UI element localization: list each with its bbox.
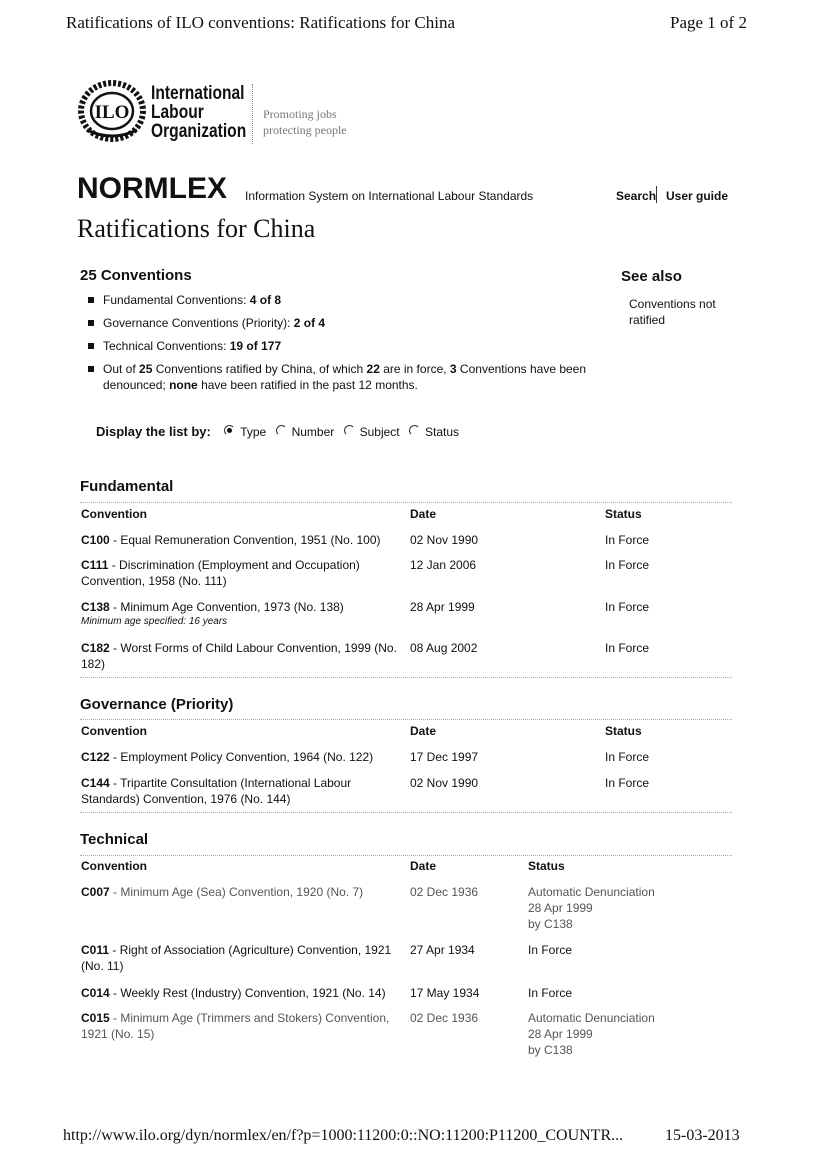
conventions-count: 25 Conventions <box>80 267 192 284</box>
radio-number[interactable] <box>276 425 335 439</box>
section-title-fundamental: Fundamental <box>80 478 174 495</box>
ratification-date: 17 Dec 1997 <box>410 750 479 764</box>
divider <box>80 719 732 720</box>
ratification-date: 17 May 1934 <box>410 986 480 1000</box>
status-by: by C138 <box>528 1043 573 1057</box>
summary-value: 19 of 177 <box>229 339 282 353</box>
tagline-line1: Promoting jobs <box>263 107 337 121</box>
ratification-date: 27 Apr 1934 <box>410 943 475 957</box>
column-header-date: Date <box>410 724 437 738</box>
table-row[interactable] <box>81 1010 401 1042</box>
convention-code: C182 <box>81 641 110 655</box>
user-guide-link[interactable]: User guide <box>666 189 729 203</box>
radio-icon <box>276 425 287 436</box>
convention-name: - Weekly Rest (Industry) Convention, 1921 (No. 14) <box>109 986 386 1000</box>
normlex-brand: NORMLEX <box>77 172 227 205</box>
display-label: Display the list by: <box>96 424 211 439</box>
convention-name: - Tripartite Consultation (International Labour Standards) Convention, 1976 (No. 144) <box>81 776 352 806</box>
convention-name: - Minimum Age (Sea) Convention, 1920 (No. 7) <box>109 885 364 899</box>
radio-label: Status <box>424 425 460 439</box>
text-number: 3 <box>449 362 457 376</box>
summary-label: Fundamental Conventions: <box>103 293 250 307</box>
text-number: none <box>169 378 198 392</box>
logo-line3: Organization <box>151 121 247 142</box>
summary-item-fundamental <box>80 292 620 308</box>
status-date: 28 Apr 1999 <box>528 1027 593 1041</box>
ratification-date: 02 Nov 1990 <box>410 533 479 547</box>
ratification-date: 02 Nov 1990 <box>410 776 479 790</box>
search-link[interactable]: Search <box>616 189 657 203</box>
text-part: Conventions have been denounced; <box>103 362 587 392</box>
table-row[interactable] <box>81 942 401 974</box>
column-header-convention: Convention <box>81 507 147 521</box>
radio-subject[interactable] <box>344 425 400 439</box>
text-part: Out of <box>103 362 140 376</box>
ratification-date: 02 Dec 1936 <box>410 885 479 899</box>
summary-item-governance <box>80 315 620 331</box>
convention-name: - Right of Association (Agriculture) Convention, 1921 (No. 11) <box>81 943 392 973</box>
convention-status: In Force <box>605 558 650 572</box>
text-part: Conventions ratified by China, of which <box>152 362 367 376</box>
column-header-convention: Convention <box>81 724 147 738</box>
convention-status: In Force <box>605 750 650 764</box>
column-header-convention: Convention <box>81 859 147 873</box>
divider <box>80 677 732 678</box>
text-part: have been ratified in the past 12 months. <box>197 378 418 392</box>
table-row[interactable] <box>81 749 401 765</box>
radio-label: Subject <box>359 425 400 439</box>
summary-list <box>80 292 620 400</box>
ratification-date: 08 Aug 2002 <box>410 641 478 655</box>
radio-selected-icon <box>224 425 235 436</box>
print-title: Ratifications of ILO conventions: Ratifications for China <box>66 13 456 32</box>
status-date: 28 Apr 1999 <box>528 901 593 915</box>
normlex-subtitle: Information System on International Labour Standards <box>245 189 534 203</box>
display-options <box>96 424 465 439</box>
status-by: by C138 <box>528 917 573 931</box>
text-number: 25 <box>139 362 153 376</box>
ilo-wordmark <box>151 84 246 141</box>
column-header-date: Date <box>410 507 437 521</box>
radio-icon <box>409 425 420 436</box>
summary-value: 4 of 8 <box>249 293 282 307</box>
summary-value: 2 of 4 <box>293 316 326 330</box>
radio-icon <box>344 425 355 436</box>
summary-label: Technical Conventions: <box>103 339 230 353</box>
table-row[interactable] <box>81 640 401 672</box>
summary-item-out-of <box>80 361 620 393</box>
logo-tagline <box>263 106 347 138</box>
convention-name: - Equal Remuneration Convention, 1951 (No. 100) <box>109 533 381 547</box>
summary-item-technical <box>80 338 620 354</box>
tagline-line2: protecting people <box>263 123 347 137</box>
text-part: are in force, <box>379 362 450 376</box>
radio-type[interactable] <box>224 425 266 439</box>
column-header-status: Status <box>528 859 565 873</box>
convention-code: C138 <box>81 600 110 614</box>
convention-name: - Worst Forms of Child Labour Convention, 1999 (No. 182) <box>81 641 397 671</box>
convention-status: In Force <box>528 986 573 1000</box>
table-row[interactable] <box>81 775 401 807</box>
ilo-logo-icon[interactable] <box>77 80 147 142</box>
section-title-governance: Governance (Priority) <box>80 696 234 713</box>
convention-status <box>528 1010 655 1058</box>
see-also-title: See also <box>621 268 682 285</box>
convention-code: C122 <box>81 750 110 764</box>
convention-status: In Force <box>605 600 650 614</box>
convention-status <box>528 884 655 932</box>
divider <box>80 855 732 856</box>
convention-status: In Force <box>605 641 650 655</box>
table-row[interactable] <box>81 532 401 548</box>
ratification-date: 12 Jan 2006 <box>410 558 477 572</box>
table-row[interactable] <box>81 557 401 589</box>
page-title: Ratifications for China <box>77 214 316 243</box>
convention-status: In Force <box>605 533 650 547</box>
divider <box>80 502 732 503</box>
status-line: Automatic Denunciation <box>528 885 655 899</box>
convention-note: Minimum age specified: 16 years <box>81 616 228 627</box>
ratification-date: 28 Apr 1999 <box>410 600 475 614</box>
conventions-not-ratified-link[interactable]: Conventions not ratified <box>629 297 716 327</box>
svg-text:ILO: ILO <box>94 102 130 123</box>
convention-code: C144 <box>81 776 110 790</box>
logo-line2: Labour <box>151 102 204 123</box>
convention-status: In Force <box>528 943 573 957</box>
table-row[interactable] <box>81 985 401 1001</box>
convention-code: C011 <box>81 943 110 957</box>
logo-line1: International <box>151 83 245 104</box>
convention-name: - Minimum Age (Trimmers and Stokers) Convention, 1921 (No. 15) <box>81 1011 390 1041</box>
link-separator <box>656 186 657 203</box>
ratification-date: 02 Dec 1936 <box>410 1011 479 1025</box>
convention-code: C111 <box>81 558 109 572</box>
convention-name: - Discrimination (Employment and Occupation) Convention, 1958 (No. 111) <box>81 558 360 588</box>
convention-name: - Minimum Age Convention, 1973 (No. 138) <box>109 600 344 614</box>
convention-code: C014 <box>81 986 110 1000</box>
section-title-technical: Technical <box>80 831 149 848</box>
radio-label: Type <box>240 425 267 439</box>
column-header-date: Date <box>410 859 437 873</box>
table-row[interactable] <box>81 599 401 615</box>
column-header-status: Status <box>605 724 642 738</box>
logo-divider <box>252 84 253 144</box>
convention-name: - Employment Policy Convention, 1964 (No. 122) <box>109 750 374 764</box>
print-date: 15-03-2013 <box>665 1127 740 1144</box>
convention-code: C007 <box>81 885 110 899</box>
convention-status: In Force <box>605 776 650 790</box>
status-line: Automatic Denunciation <box>528 1011 655 1025</box>
divider <box>80 812 732 813</box>
radio-status[interactable] <box>409 425 459 439</box>
table-row[interactable] <box>81 884 401 900</box>
convention-code: C100 <box>81 533 110 547</box>
summary-label: Governance Conventions (Priority): <box>103 316 294 330</box>
column-header-status: Status <box>605 507 642 521</box>
text-number: 22 <box>366 362 380 376</box>
print-page-number: Page 1 of 2 <box>670 13 747 32</box>
print-url: http://www.ilo.org/dyn/normlex/en/f?p=1000:11200:0::NO:11200:P11200_COUNTR... <box>63 1127 624 1144</box>
radio-label: Number <box>291 425 335 439</box>
convention-code: C015 <box>81 1011 110 1025</box>
